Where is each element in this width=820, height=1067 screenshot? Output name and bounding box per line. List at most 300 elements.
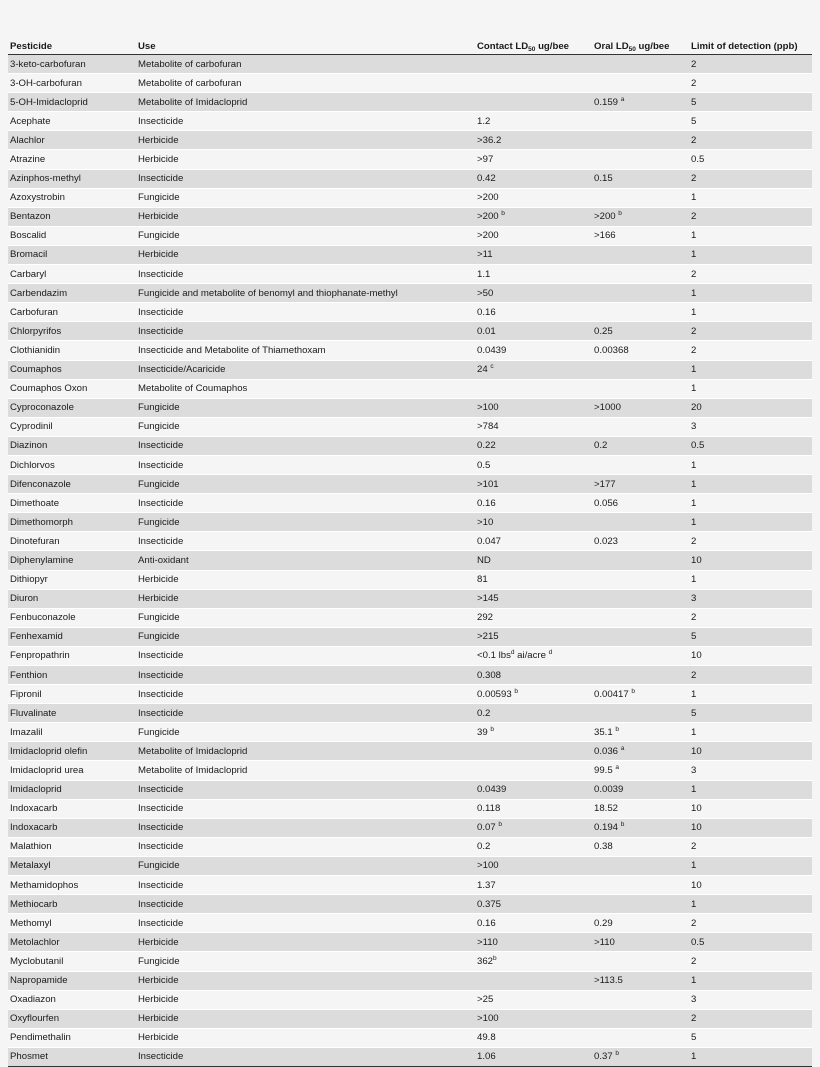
table-row	[8, 455, 812, 474]
cell-oral-ld50	[592, 532, 689, 551]
cell-pesticide: Methomyl	[8, 914, 136, 933]
table-row	[8, 723, 812, 742]
cell-limit-of-detection: 10	[689, 742, 812, 761]
table-body	[8, 55, 812, 1067]
cell-use: Insecticide	[136, 780, 475, 799]
cell-contact-ld50	[475, 475, 592, 494]
cell-pesticide: Azoxystrobin	[8, 188, 136, 207]
cell-limit-of-detection: 1	[689, 245, 812, 264]
cell-use: Metabolite of carbofuran	[136, 74, 475, 93]
header-oral-post: ug/bee	[635, 40, 670, 52]
contact-value: 0.0439	[477, 784, 507, 796]
cell-contact-ld50	[475, 570, 592, 589]
oral-value: 0.37	[594, 1051, 616, 1063]
cell-use: Herbicide	[136, 971, 475, 990]
cell-limit-of-detection: 3	[689, 990, 812, 1009]
cell-pesticide: Napropamide	[8, 971, 136, 990]
cell-pesticide: Acephate	[8, 112, 136, 131]
cell-limit-of-detection: 2	[689, 265, 812, 284]
cell-use: Insecticide	[136, 532, 475, 551]
table-row	[8, 551, 812, 570]
cell-limit-of-detection: 2	[689, 952, 812, 971]
cell-pesticide: Imidacloprid olefin	[8, 742, 136, 761]
cell-limit-of-detection: 0.5	[689, 150, 812, 169]
cell-limit-of-detection: 10	[689, 799, 812, 818]
cell-contact-ld50	[475, 685, 592, 704]
cell-limit-of-detection: 2	[689, 169, 812, 188]
cell-pesticide: Dithiopyr	[8, 570, 136, 589]
cell-use: Fungicide	[136, 417, 475, 436]
cell-contact-ld50	[475, 856, 592, 875]
table-row	[8, 837, 812, 856]
contact-value: >11	[477, 249, 493, 261]
table-row	[8, 169, 812, 188]
contact-value: 0.16	[477, 497, 496, 509]
cell-contact-ld50	[475, 876, 592, 895]
cell-pesticide: 3-OH-carbofuran	[8, 74, 136, 93]
table-row	[8, 608, 812, 627]
oral-footnote: b	[631, 687, 635, 695]
cell-use: Insecticide	[136, 169, 475, 188]
oral-value: >110	[594, 936, 615, 948]
header-pesticide: Pesticide	[8, 38, 136, 55]
contact-value: >101	[477, 478, 499, 490]
cell-limit-of-detection: 2	[689, 666, 812, 685]
cell-pesticide: Dimethoate	[8, 494, 136, 513]
table-row	[8, 742, 812, 761]
cell-contact-ld50	[475, 589, 592, 608]
table-row	[8, 818, 812, 837]
cell-oral-ld50	[592, 322, 689, 341]
cell-contact-ld50	[475, 303, 592, 322]
cell-oral-ld50	[592, 570, 689, 589]
cell-limit-of-detection: 1	[689, 513, 812, 532]
cell-pesticide: Coumaphos Oxon	[8, 379, 136, 398]
contact-value: >784	[477, 421, 499, 433]
table-row	[8, 666, 812, 685]
oral-value: >113.5	[594, 975, 623, 987]
table-row	[8, 417, 812, 436]
cell-use: Fungicide	[136, 627, 475, 646]
cell-oral-ld50	[592, 112, 689, 131]
cell-pesticide: Carbendazim	[8, 284, 136, 303]
cell-use: Insecticide	[136, 704, 475, 723]
header-contact-pre: Contact LD	[477, 40, 529, 52]
cell-limit-of-detection: 1	[689, 303, 812, 322]
cell-limit-of-detection: 1	[689, 856, 812, 875]
pesticide-table	[8, 38, 812, 1067]
contact-value: 0.07	[477, 822, 499, 834]
oral-value: 35.1	[594, 726, 616, 738]
cell-oral-ld50	[592, 704, 689, 723]
contact-value: 49.8	[477, 1032, 496, 1044]
table-row	[8, 398, 812, 417]
cell-pesticide: Indoxacarb	[8, 818, 136, 837]
cell-limit-of-detection: 1	[689, 570, 812, 589]
oral-value: 0.036	[594, 745, 621, 757]
cell-pesticide: 5-OH-Imidacloprid	[8, 93, 136, 112]
cell-contact-ld50	[475, 226, 592, 245]
contact-value: >145	[477, 593, 499, 605]
cell-limit-of-detection: 1	[689, 723, 812, 742]
cell-contact-ld50	[475, 112, 592, 131]
table-row	[8, 627, 812, 646]
contact-value: >215	[477, 631, 499, 643]
cell-pesticide: Dimethomorph	[8, 513, 136, 532]
cell-contact-ld50	[475, 933, 592, 952]
cell-pesticide: Oxadiazon	[8, 990, 136, 1009]
table-row	[8, 914, 812, 933]
cell-use: Herbicide	[136, 1028, 475, 1047]
header-limit-of-detection: Limit of detection (ppb)	[689, 38, 812, 55]
oral-value: 0.38	[594, 841, 613, 853]
oral-value: >177	[594, 478, 616, 490]
cell-pesticide: Fipronil	[8, 685, 136, 704]
cell-oral-ld50	[592, 914, 689, 933]
cell-limit-of-detection: 0.5	[689, 933, 812, 952]
contact-value: >10	[477, 516, 494, 528]
cell-limit-of-detection: 10	[689, 818, 812, 837]
header-contact-sub: 50	[528, 45, 536, 53]
cell-use: Herbicide	[136, 990, 475, 1009]
cell-oral-ld50	[592, 837, 689, 856]
cell-oral-ld50	[592, 589, 689, 608]
cell-use: Anti-oxidant	[136, 551, 475, 570]
cell-contact-ld50	[475, 818, 592, 837]
cell-contact-ld50	[475, 436, 592, 455]
contact-value: 0.2	[477, 841, 491, 853]
cell-contact-ld50	[475, 150, 592, 169]
cell-contact-ld50	[475, 207, 592, 226]
oral-value: 0.023	[594, 535, 619, 547]
contact-value: 1.2	[477, 115, 491, 127]
table-row	[8, 245, 812, 264]
cell-oral-ld50	[592, 856, 689, 875]
cell-oral-ld50	[592, 284, 689, 303]
cell-limit-of-detection: 1	[689, 475, 812, 494]
cell-oral-ld50	[592, 799, 689, 818]
oral-value: >166	[594, 230, 616, 242]
cell-limit-of-detection: 1	[689, 379, 812, 398]
cell-limit-of-detection: 1	[689, 284, 812, 303]
cell-oral-ld50	[592, 646, 689, 665]
contact-value: 81	[477, 574, 488, 586]
table-row	[8, 93, 812, 112]
cell-contact-ld50	[475, 265, 592, 284]
cell-use: Metabolite of Imidacloprid	[136, 761, 475, 780]
cell-pesticide: Methamidophos	[8, 876, 136, 895]
cell-oral-ld50	[592, 494, 689, 513]
cell-pesticide: Fenpropathrin	[8, 646, 136, 665]
cell-limit-of-detection: 20	[689, 398, 812, 417]
cell-contact-ld50	[475, 666, 592, 685]
cell-oral-ld50	[592, 1028, 689, 1047]
cell-limit-of-detection: 5	[689, 627, 812, 646]
cell-use: Metabolite of Coumaphos	[136, 379, 475, 398]
cell-pesticide: Boscalid	[8, 226, 136, 245]
table-row	[8, 284, 812, 303]
contact-value: >200	[477, 211, 502, 223]
cell-oral-ld50	[592, 74, 689, 93]
cell-contact-ld50	[475, 1009, 592, 1028]
table-row	[8, 74, 812, 93]
cell-limit-of-detection: 5	[689, 1028, 812, 1047]
oral-footnote: b	[618, 210, 622, 218]
contact-value: 0.5	[477, 459, 491, 471]
table-row	[8, 513, 812, 532]
cell-limit-of-detection: 0.5	[689, 436, 812, 455]
header-oral-pre: Oral LD	[594, 40, 629, 52]
contact-footnote-tail: d	[548, 649, 553, 657]
header-contact-post: ug/bee	[535, 40, 569, 52]
cell-oral-ld50	[592, 761, 689, 780]
cell-limit-of-detection: 2	[689, 207, 812, 226]
contact-footnote: b	[514, 687, 518, 695]
cell-oral-ld50	[592, 742, 689, 761]
cell-pesticide: Alachlor	[8, 131, 136, 150]
cell-use: Fungicide	[136, 398, 475, 417]
cell-oral-ld50	[592, 55, 689, 74]
oral-value: 0.15	[594, 173, 613, 185]
cell-contact-ld50	[475, 513, 592, 532]
contact-footnote: b	[493, 954, 497, 962]
cell-use: Insecticide	[136, 837, 475, 856]
cell-limit-of-detection: 2	[689, 131, 812, 150]
oral-footnote: a	[615, 764, 619, 772]
cell-contact-ld50	[475, 245, 592, 264]
contact-value: 0.118	[477, 803, 501, 815]
cell-pesticide: Dichlorvos	[8, 455, 136, 474]
cell-limit-of-detection: 1	[689, 1047, 812, 1066]
cell-oral-ld50	[592, 436, 689, 455]
cell-oral-ld50	[592, 398, 689, 417]
cell-use: Insecticide	[136, 799, 475, 818]
contact-value: >25	[477, 994, 494, 1006]
cell-pesticide: Atrazine	[8, 150, 136, 169]
oral-footnote: b	[615, 725, 619, 733]
cell-limit-of-detection: 2	[689, 532, 812, 551]
cell-limit-of-detection: 10	[689, 551, 812, 570]
cell-use: Insecticide	[136, 1047, 475, 1066]
contact-value: 0.00593	[477, 688, 515, 700]
cell-pesticide: Coumaphos	[8, 360, 136, 379]
contact-value: >100	[477, 402, 499, 414]
cell-contact-ld50	[475, 627, 592, 646]
table-row	[8, 780, 812, 799]
header-row	[8, 38, 812, 55]
cell-pesticide: Fluvalinate	[8, 704, 136, 723]
oral-value: 18.52	[594, 803, 619, 815]
cell-oral-ld50	[592, 666, 689, 685]
table-header	[8, 38, 812, 55]
contact-value: 24	[477, 364, 491, 376]
cell-contact-ld50	[475, 1028, 592, 1047]
oral-value: 0.159	[594, 96, 621, 108]
cell-contact-ld50	[475, 799, 592, 818]
cell-oral-ld50	[592, 551, 689, 570]
contact-value: 1.06	[477, 1051, 496, 1063]
cell-use: Insecticide	[136, 494, 475, 513]
cell-use: Insecticide and Metabolite of Thiamethoxam	[136, 341, 475, 360]
cell-use: Herbicide	[136, 933, 475, 952]
cell-limit-of-detection: 5	[689, 93, 812, 112]
oral-value: 0.056	[594, 497, 619, 509]
cell-pesticide: Fenbuconazole	[8, 608, 136, 627]
cell-contact-ld50	[475, 895, 592, 914]
cell-contact-ld50	[475, 1047, 592, 1066]
cell-use: Insecticide	[136, 265, 475, 284]
cell-pesticide: Chlorpyrifos	[8, 322, 136, 341]
oral-value: 0.25	[594, 325, 613, 337]
cell-pesticide: Azinphos-methyl	[8, 169, 136, 188]
cell-pesticide: Diazinon	[8, 436, 136, 455]
cell-use: Herbicide	[136, 207, 475, 226]
cell-oral-ld50	[592, 685, 689, 704]
cell-pesticide: Metalaxyl	[8, 856, 136, 875]
table-row	[8, 436, 812, 455]
header-oral-ld50	[592, 38, 689, 55]
cell-limit-of-detection: 1	[689, 971, 812, 990]
cell-contact-ld50	[475, 742, 592, 761]
cell-oral-ld50	[592, 876, 689, 895]
cell-pesticide: Clothianidin	[8, 341, 136, 360]
cell-use: Fungicide and metabolite of benomyl and thiophanate-methyl	[136, 284, 475, 303]
cell-contact-ld50	[475, 455, 592, 474]
cell-contact-ld50	[475, 169, 592, 188]
cell-oral-ld50	[592, 226, 689, 245]
table-row	[8, 704, 812, 723]
table-row	[8, 990, 812, 1009]
cell-limit-of-detection: 3	[689, 417, 812, 436]
cell-pesticide: Imidacloprid	[8, 780, 136, 799]
cell-contact-ld50	[475, 761, 592, 780]
contact-footnote: c	[490, 363, 494, 371]
cell-limit-of-detection: 2	[689, 341, 812, 360]
table-row	[8, 55, 812, 74]
cell-use: Insecticide	[136, 876, 475, 895]
table-row	[8, 570, 812, 589]
cell-pesticide: Carbaryl	[8, 265, 136, 284]
cell-limit-of-detection: 1	[689, 494, 812, 513]
cell-contact-ld50	[475, 93, 592, 112]
table-row	[8, 341, 812, 360]
table-row	[8, 952, 812, 971]
cell-limit-of-detection: 1	[689, 360, 812, 379]
oral-value: 0.00368	[594, 344, 629, 356]
cell-contact-ld50	[475, 284, 592, 303]
oral-value: 0.194	[594, 822, 621, 834]
cell-oral-ld50	[592, 895, 689, 914]
cell-contact-ld50	[475, 188, 592, 207]
contact-value: 0.01	[477, 325, 496, 337]
cell-oral-ld50	[592, 971, 689, 990]
table-row	[8, 1047, 812, 1066]
cell-limit-of-detection: 10	[689, 646, 812, 665]
contact-value: 0.2	[477, 707, 491, 719]
cell-pesticide: Dinotefuran	[8, 532, 136, 551]
cell-use: Herbicide	[136, 1009, 475, 1028]
cell-contact-ld50	[475, 971, 592, 990]
cell-contact-ld50	[475, 131, 592, 150]
table-row	[8, 303, 812, 322]
cell-contact-ld50	[475, 494, 592, 513]
cell-oral-ld50	[592, 245, 689, 264]
cell-oral-ld50	[592, 188, 689, 207]
cell-limit-of-detection: 2	[689, 914, 812, 933]
contact-value: >97	[477, 154, 494, 166]
cell-use: Insecticide	[136, 914, 475, 933]
contact-value: 39	[477, 726, 491, 738]
cell-oral-ld50	[592, 1009, 689, 1028]
cell-oral-ld50	[592, 990, 689, 1009]
cell-contact-ld50	[475, 646, 592, 665]
cell-limit-of-detection: 2	[689, 74, 812, 93]
table-row	[8, 188, 812, 207]
contact-value: 0.42	[477, 173, 496, 185]
contact-footnote: b	[501, 210, 505, 218]
cell-pesticide: Malathion	[8, 837, 136, 856]
cell-contact-ld50	[475, 74, 592, 93]
cell-use: Herbicide	[136, 150, 475, 169]
contact-value: 0.375	[477, 898, 502, 910]
cell-oral-ld50	[592, 265, 689, 284]
cell-limit-of-detection: 1	[689, 685, 812, 704]
cell-use: Metabolite of carbofuran	[136, 55, 475, 74]
oral-footnote: b	[620, 821, 625, 829]
cell-limit-of-detection: 3	[689, 589, 812, 608]
table-row	[8, 265, 812, 284]
cell-contact-ld50	[475, 608, 592, 627]
cell-use: Metabolite of Imidacloprid	[136, 742, 475, 761]
contact-value: >100	[477, 860, 499, 872]
cell-use: Insecticide	[136, 646, 475, 665]
cell-contact-ld50	[475, 990, 592, 1009]
contact-value: >200	[477, 192, 499, 204]
oral-footnote: b	[615, 1050, 619, 1058]
table-row	[8, 589, 812, 608]
cell-pesticide: Metolachlor	[8, 933, 136, 952]
oral-footnote: a	[620, 744, 625, 752]
oral-value: 0.0039	[594, 784, 624, 796]
header-contact-ld50	[475, 38, 592, 55]
contact-value: 0.308	[477, 669, 502, 681]
cell-contact-ld50	[475, 398, 592, 417]
cell-use: Insecticide	[136, 685, 475, 704]
cell-pesticide: Diuron	[8, 589, 136, 608]
oral-value: 0.00417	[594, 688, 632, 700]
cell-contact-ld50	[475, 837, 592, 856]
cell-contact-ld50	[475, 341, 592, 360]
contact-value: 292	[477, 612, 494, 624]
cell-limit-of-detection: 2	[689, 1009, 812, 1028]
cell-limit-of-detection: 1	[689, 895, 812, 914]
contact-value: >50	[477, 287, 494, 299]
table-row	[8, 685, 812, 704]
header-oral-sub: 50	[628, 45, 636, 53]
cell-limit-of-detection: 10	[689, 876, 812, 895]
cell-use: Herbicide	[136, 570, 475, 589]
cell-contact-ld50	[475, 952, 592, 971]
table-row	[8, 494, 812, 513]
cell-use: Insecticide	[136, 303, 475, 322]
cell-oral-ld50	[592, 417, 689, 436]
cell-oral-ld50	[592, 169, 689, 188]
cell-oral-ld50	[592, 608, 689, 627]
cell-pesticide: Oxyflourfen	[8, 1009, 136, 1028]
table-row	[8, 150, 812, 169]
cell-pesticide: Imazalil	[8, 723, 136, 742]
cell-limit-of-detection: 3	[689, 761, 812, 780]
